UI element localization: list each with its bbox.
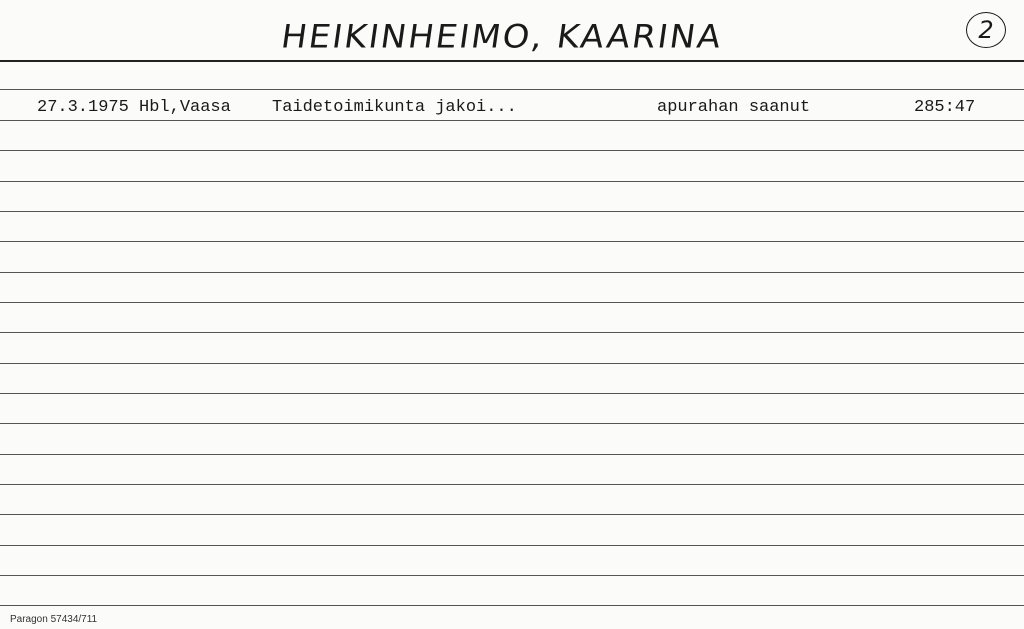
ruled-line	[0, 514, 1024, 515]
ruled-line	[0, 363, 1024, 364]
ruled-line	[0, 241, 1024, 242]
ruled-line	[0, 150, 1024, 151]
ruled-line	[0, 484, 1024, 485]
entry-reference: 285:47	[914, 98, 976, 117]
card-title-name: HEIKINHEIMO, KAARINA	[278, 18, 726, 56]
printer-mark: Paragon 57434/711	[10, 614, 98, 625]
ruled-line	[0, 272, 1024, 273]
ruled-line	[0, 575, 1024, 576]
ruled-line	[0, 211, 1024, 212]
entry-subject: apurahan saanut	[657, 98, 811, 117]
ruled-line	[0, 545, 1024, 546]
ruled-line	[0, 605, 1024, 606]
header-rule	[0, 60, 1024, 62]
ruled-line	[0, 332, 1024, 333]
ruled-line	[0, 302, 1024, 303]
ruled-line	[0, 454, 1024, 455]
entry-title: Taidetoimikunta jakoi...	[272, 98, 517, 117]
entry-date-source: 27.3.1975 Hbl,Vaasa	[37, 98, 231, 117]
ruled-line	[0, 120, 1024, 121]
ruled-line	[0, 89, 1024, 90]
ruled-line	[0, 393, 1024, 394]
card-sequence-number: 2	[966, 12, 1006, 48]
ruled-line	[0, 181, 1024, 182]
ruled-line	[0, 423, 1024, 424]
